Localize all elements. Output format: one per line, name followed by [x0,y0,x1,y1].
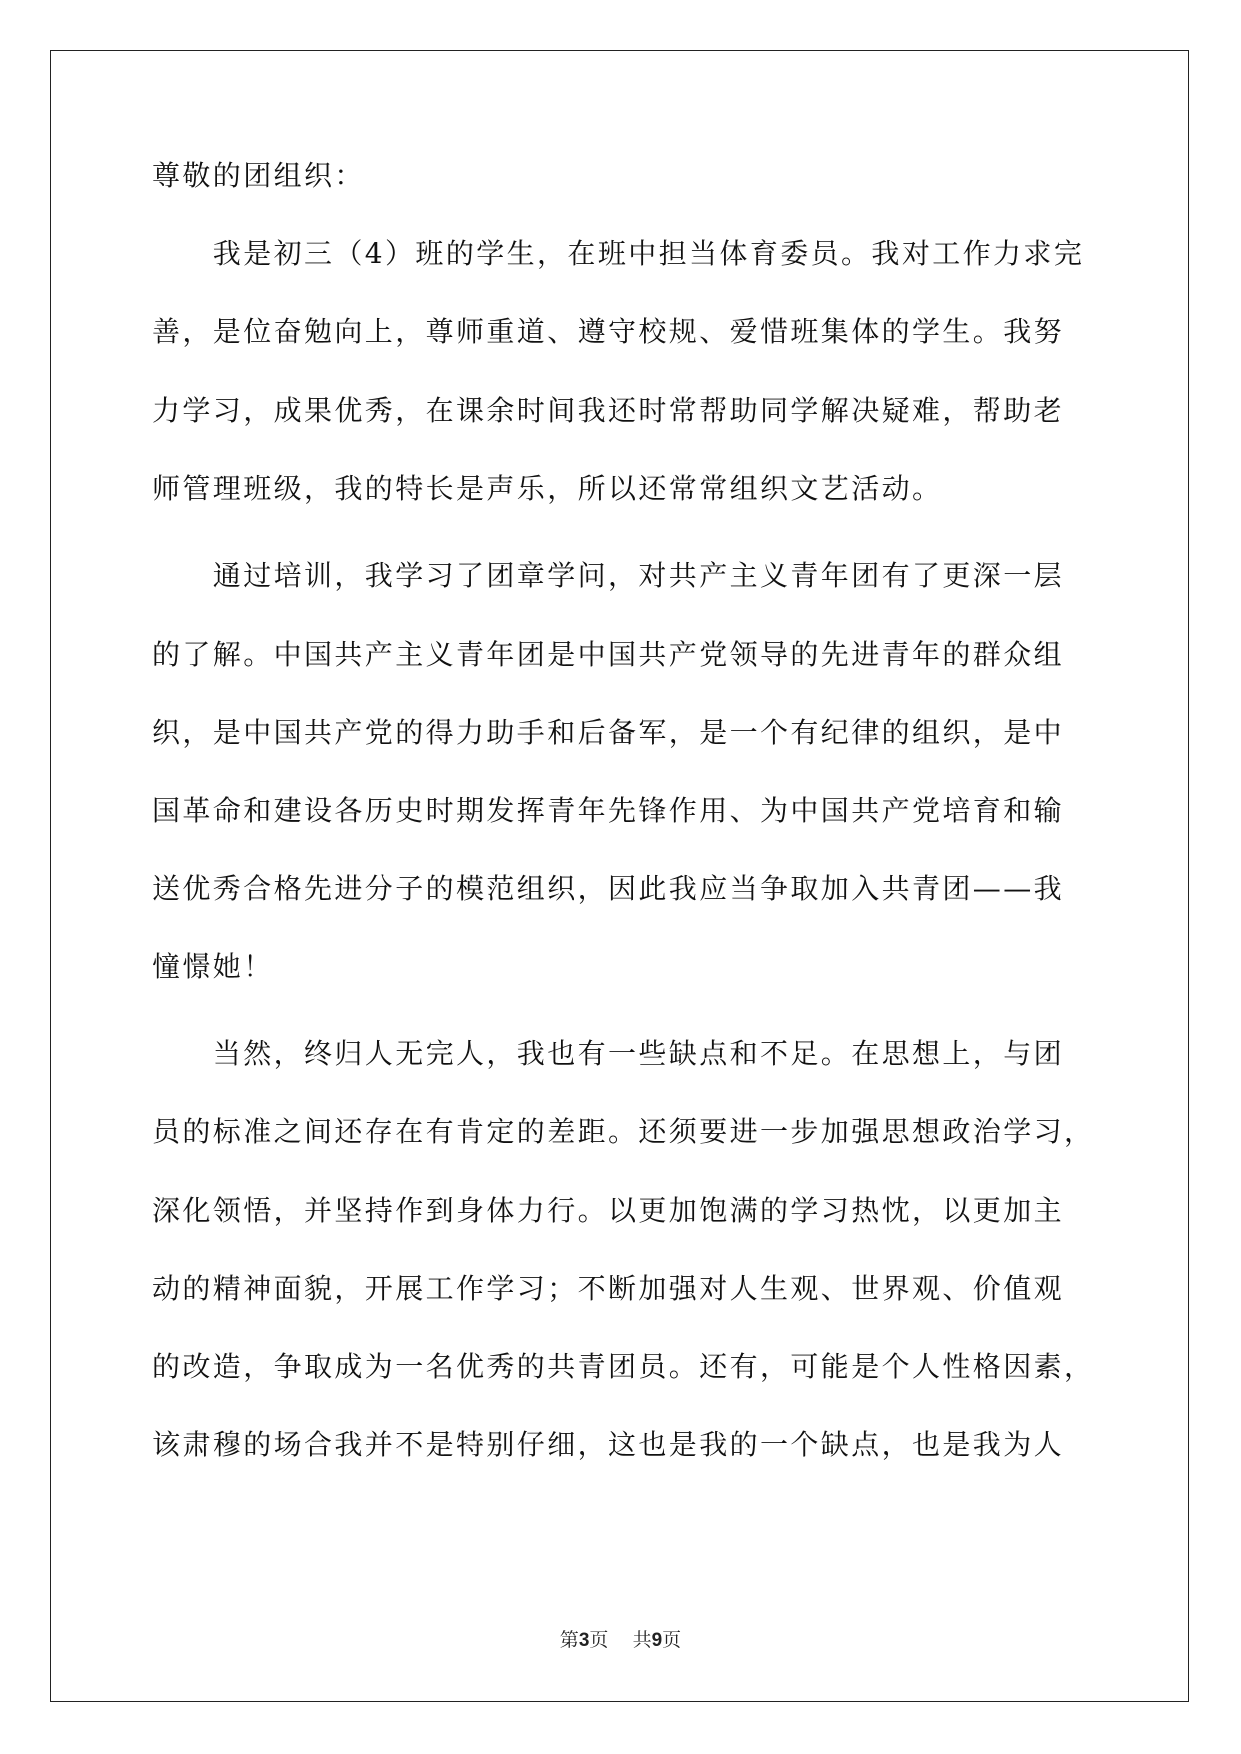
body-line: 织，是中国共产党的得力助手和后备军，是一个有纪律的组织，是中 [152,716,1065,749]
body-line: 师管理班级，我的特长是声乐，所以还常常组织文艺活动。 [152,472,943,505]
body-line: 我是初三（4）班的学生，在班中担当体育委员。我对工作力求完 [152,237,1085,270]
body-line: 力学习，成果优秀，在课余时间我还时常帮助同学解决疑难，帮助老 [152,394,1065,427]
body-line: 该肃穆的场合我并不是特别仔细，这也是我的一个缺点，也是我为人 [152,1428,1065,1461]
body-line: 通过培训，我学习了团章学问，对共产主义青年团有了更深一层 [152,559,1065,592]
body-line: 员的标准之间还存在有肯定的差距。还须要进一步加强思想政治学习， [152,1115,1095,1148]
body-line: 动的精神面貌，开展工作学习；不断加强对人生观、世界观、价值观 [152,1272,1065,1305]
body-line: 当然，终归人无完人，我也有一些缺点和不足。在思想上，与团 [152,1037,1065,1070]
body-line: 憧憬她！ [152,950,274,983]
salutation-line: 尊敬的团组织： [152,159,365,192]
page-prefix: 第 [559,1629,579,1651]
current-page-number: 3 [578,1630,590,1651]
total-prefix: 共 [632,1629,652,1651]
body-line: 善，是位奋勉向上，尊师重道、遵守校规、爱惜班集体的学生。我努 [152,315,1065,348]
total-suffix: 页 [662,1629,682,1651]
body-line: 送优秀合格先进分子的模范组织，因此我应当争取加入共青团——我 [152,872,1065,905]
body-line: 的改造，争取成为一名优秀的共青团员。还有，可能是个人性格因素， [152,1350,1095,1383]
total-page-number: 9 [651,1630,663,1651]
body-line: 国革命和建设各历史时期发挥青年先锋作用、为中国共产党培育和输 [152,794,1065,827]
body-line: 的了解。中国共产主义青年团是中国共产党领导的先进青年的群众组 [152,638,1065,671]
page-suffix: 页 [589,1629,609,1651]
page-footer [0,1628,1241,1653]
body-line: 深化领悟，并坚持作到身体力行。以更加饱满的学习热忱，以更加主 [152,1194,1065,1227]
